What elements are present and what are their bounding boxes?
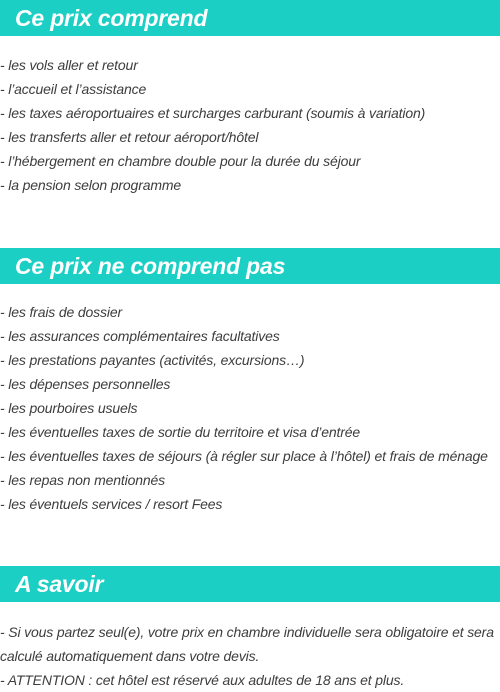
section-title-included: Ce prix comprend	[15, 5, 208, 31]
included-list	[0, 53, 500, 197]
list-item: - l’hébergement en chambre double pour la durée du séjour	[0, 153, 361, 169]
list-item: - l’accueil et l’assistance	[0, 81, 147, 97]
list-item: - les frais de dossier	[0, 304, 122, 320]
list-item: - les vols aller et retour	[0, 57, 138, 73]
note-single-traveler: - Si vous partez seul(e), votre prix en chambre individuelle sera obligatoire et sera calculé automatiquement dans votre devis.	[0, 624, 494, 664]
good-to-know-notes	[0, 620, 500, 692]
list-item: - les repas non mentionnés	[0, 472, 165, 488]
list-item: - les éventuelles taxes de sortie du territoire et visa d’entrée	[0, 424, 361, 440]
list-item: - les éventuelles taxes de séjours (à régler sur place à l’hôtel) et frais de ménage	[0, 448, 488, 464]
section-header-included	[0, 0, 500, 36]
list-item: - les éventuels services / resort Fees	[0, 496, 223, 512]
list-item: - les pourboires usuels	[0, 400, 138, 416]
list-item: - les transferts aller et retour aéroport/hôtel	[0, 129, 259, 145]
list-item: - les taxes aéroportuaires et surcharges carburant (soumis à variation)	[0, 105, 426, 121]
note-adults-only: - ATTENTION : cet hôtel est réservé aux adultes de 18 ans et plus.	[0, 672, 405, 688]
list-item: - les prestations payantes (activités, excursions…)	[0, 352, 305, 368]
section-title-not-included: Ce prix ne comprend pas	[15, 253, 286, 279]
section-header-good-to-know	[0, 566, 500, 602]
not-included-list	[0, 300, 500, 516]
section-header-not-included	[0, 248, 500, 284]
section-title-good-to-know: A savoir	[15, 571, 104, 597]
list-item: - les dépenses personnelles	[0, 376, 171, 392]
list-item: - la pension selon programme	[0, 177, 182, 193]
list-item: - les assurances complémentaires facultatives	[0, 328, 280, 344]
